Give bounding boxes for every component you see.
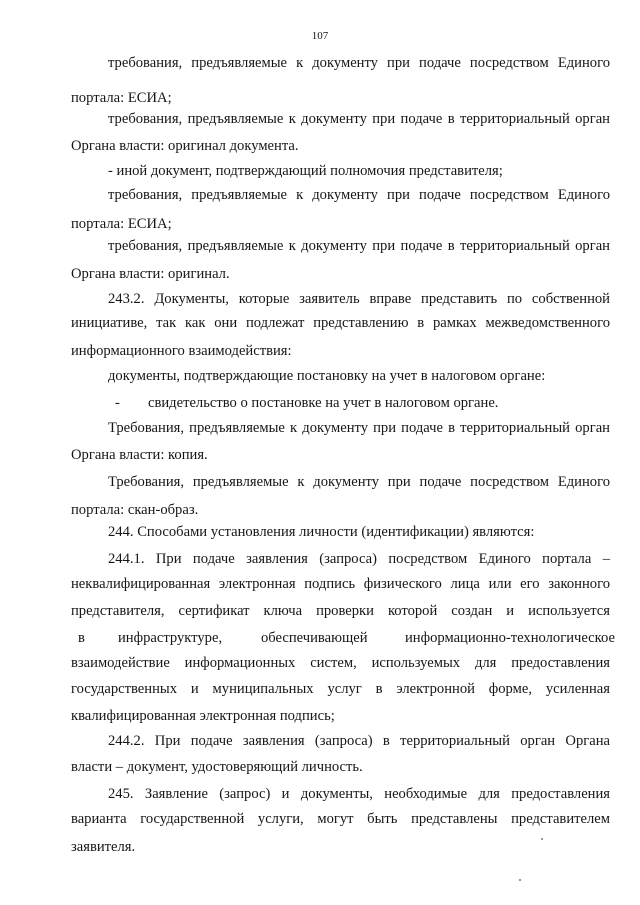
paragraph-line: неквалифицированная электронная подпись физического лица или его законного	[71, 576, 610, 592]
scan-speck	[519, 879, 521, 881]
paragraph-line: 244.2. При подаче заявления (запроса) в территориальный орган Органа	[108, 733, 610, 749]
paragraph-line: варианта государственной услуги, могут быть представлены представителем	[71, 811, 610, 827]
paragraph-word: в	[78, 630, 85, 646]
paragraph-line: портала: скан-образ.	[71, 502, 199, 518]
paragraph-line: 244. Способами установления личности (идентификации) являются:	[108, 524, 535, 540]
paragraph-line: Органа власти: оригинал.	[71, 266, 230, 282]
paragraph-line: Требования, предъявляемые к документу при подаче в территориальный орган	[108, 420, 610, 436]
scan-speck	[541, 838, 543, 840]
paragraph-line: 243.2. Документы, которые заявитель вправе представить по собственной	[108, 291, 610, 307]
paragraph-line: заявителя.	[71, 839, 136, 855]
paragraph-word: информационно-технологическое	[405, 630, 615, 646]
paragraph-line: требования, предъявляемые к документу при подаче в территориальный орган	[108, 238, 610, 254]
paragraph-line: документы, подтверждающие постановку на учет в налоговом органе:	[108, 368, 546, 384]
paragraph-line: взаимодействие информационных систем, используемых для предоставления	[71, 655, 610, 671]
paragraph-line: портала: ЕСИА;	[71, 216, 172, 232]
paragraph-word: обеспечивающей	[261, 630, 368, 646]
paragraph-line: информационного взаимодействия:	[71, 343, 292, 359]
paragraph-line: требования, предъявляемые к документу при подаче посредством Единого	[108, 187, 610, 203]
paragraph-line: - иной документ, подтверждающий полномочия представителя;	[108, 163, 503, 179]
paragraph-line: инициативе, так как они подлежат представлению в рамках межведомственного	[71, 315, 610, 331]
paragraph-line: Требования, предъявляемые к документу при подаче посредством Единого	[108, 474, 610, 490]
paragraph-line: власти – документ, удостоверяющий личность.	[71, 759, 363, 775]
paragraph-line: Органа власти: оригинал документа.	[71, 138, 299, 154]
paragraph-line: требования, предъявляемые к документу при подаче посредством Единого	[108, 55, 610, 71]
paragraph-line: 245. Заявление (запрос) и документы, необходимые для предоставления	[108, 786, 610, 802]
paragraph-line: 244.1. При подаче заявления (запроса) посредством Единого портала –	[108, 551, 610, 567]
paragraph-line: требования, предъявляемые к документу при подаче в территориальный орган	[108, 111, 610, 127]
page-number: 107	[311, 30, 329, 42]
paragraph-line: государственных и муниципальных услуг в электронной форме, усиленная	[71, 681, 610, 697]
paragraph-line: представителя, сертификат ключа проверки которой создан и используется	[71, 603, 610, 619]
bullet-dash: -	[115, 395, 120, 411]
paragraph-line: квалифицированная электронная подпись;	[71, 708, 335, 724]
paragraph-line: свидетельство о постановке на учет в налоговом органе.	[148, 395, 499, 411]
paragraph-line: Органа власти: копия.	[71, 447, 208, 463]
paragraph-line: портала: ЕСИА;	[71, 90, 172, 106]
paragraph-word: инфраструктуре,	[118, 630, 223, 646]
